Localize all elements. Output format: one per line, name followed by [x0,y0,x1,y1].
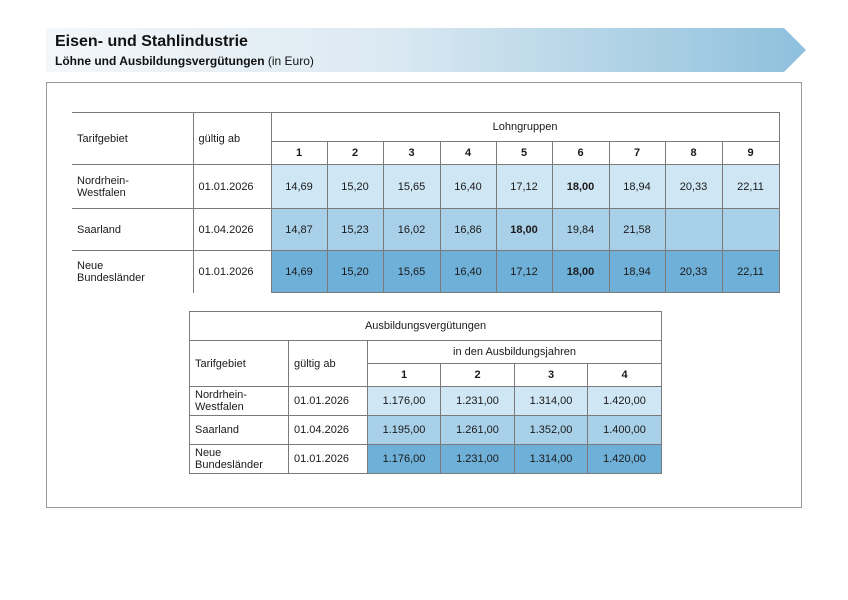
wage-row [72,251,779,293]
region-line: Nordrhein- [77,174,129,187]
training-cell: 1.420,00 [588,387,662,416]
training-cell: 1.314,00 [515,387,588,416]
wage-group-header: 8 [665,142,722,165]
wage-cell: 18,94 [609,165,665,209]
title-banner [46,28,808,74]
wage-cell-highlight: 18,00 [496,209,552,251]
wage-group-header: 1 [271,142,327,165]
wage-cell: 20,33 [665,165,722,209]
training-year-header: 3 [515,364,588,387]
subtitle-bold: Löhne und Ausbildungsvergütungen [55,54,265,68]
training-cell: 1.400,00 [588,416,662,445]
training-header-region: Tarifgebiet [190,341,289,387]
training-row [190,387,662,416]
page-title: Eisen- und Stahlindustrie [55,33,248,50]
wage-group-header: 4 [440,142,496,165]
training-cell: 1.261,00 [441,416,515,445]
wage-cell-empty [665,209,722,251]
training-valid-cell: 01.01.2026 [289,445,368,474]
training-row [190,445,662,474]
wage-header-groups: Lohngruppen [271,113,779,142]
region-line: Bundesländer [77,271,145,284]
wage-cell: 17,12 [496,251,552,293]
training-year-header: 1 [368,364,441,387]
wage-cell-empty [722,209,779,251]
wage-cell: 21,58 [609,209,665,251]
training-valid-cell: 01.01.2026 [289,387,368,416]
wage-cell: 15,20 [327,165,383,209]
wage-cell-highlight: 18,00 [552,165,609,209]
training-cell: 1.231,00 [441,387,515,416]
wage-cell: 16,40 [440,165,496,209]
wage-cell: 17,12 [496,165,552,209]
wage-group-header: 9 [722,142,779,165]
region-line: Bundesländer [195,459,263,471]
training-table [189,311,662,474]
training-row [190,416,662,445]
region-line: Neue [77,259,104,272]
training-cell: 1.420,00 [588,445,662,474]
training-header-years: in den Ausbildungsjahren [368,341,662,364]
training-cell: 1.352,00 [515,416,588,445]
wage-row [72,209,779,251]
training-title: Ausbildungsvergütungen [190,312,662,341]
training-valid-cell: 01.04.2026 [289,416,368,445]
training-year-header: 2 [441,364,515,387]
wage-cell: 14,69 [271,251,327,293]
wage-cell: 16,02 [383,209,440,251]
wage-group-header: 3 [383,142,440,165]
wage-cell: 15,23 [327,209,383,251]
wage-cell: 19,84 [552,209,609,251]
wage-cell: 14,69 [271,165,327,209]
training-region-cell [190,445,289,474]
region-line: Neue [195,447,222,459]
wage-group-header: 7 [609,142,665,165]
wage-cell: 18,94 [609,251,665,293]
wage-valid-cell: 01.01.2026 [193,165,271,209]
training-year-header: 4 [588,364,662,387]
training-region-cell: Saarland [190,416,289,445]
region-line: Nordrhein- [195,389,247,401]
training-cell: 1.231,00 [441,445,515,474]
wage-row [72,165,779,209]
training-header-valid: gültig ab [289,341,368,387]
wage-group-header: 5 [496,142,552,165]
wage-valid-cell: 01.01.2026 [193,251,271,293]
region-line: Westfalen [195,401,244,413]
training-cell: 1.176,00 [368,387,441,416]
training-cell: 1.176,00 [368,445,441,474]
wage-header-valid: gültig ab [193,113,271,165]
wage-region-cell [72,165,193,209]
wage-group-header: 6 [552,142,609,165]
wage-cell: 16,86 [440,209,496,251]
training-region-cell [190,387,289,416]
wage-cell: 22,11 [722,165,779,209]
region-line: Westfalen [77,186,126,199]
wage-header-region: Tarifgebiet [72,113,193,165]
wage-region-cell [72,251,193,293]
wage-cell: 16,40 [440,251,496,293]
wage-table [72,112,780,293]
wage-cell: 20,33 [665,251,722,293]
page-subtitle [55,54,314,68]
training-cell: 1.195,00 [368,416,441,445]
wage-cell: 15,65 [383,251,440,293]
wage-group-header: 2 [327,142,383,165]
wage-region-cell: Saarland [72,209,193,251]
wage-cell-highlight: 18,00 [552,251,609,293]
wage-cell: 15,20 [327,251,383,293]
subtitle-unit: (in Euro) [264,54,314,68]
training-cell: 1.314,00 [515,445,588,474]
wage-cell: 22,11 [722,251,779,293]
wage-cell: 14,87 [271,209,327,251]
wage-valid-cell: 01.04.2026 [193,209,271,251]
wage-cell: 15,65 [383,165,440,209]
